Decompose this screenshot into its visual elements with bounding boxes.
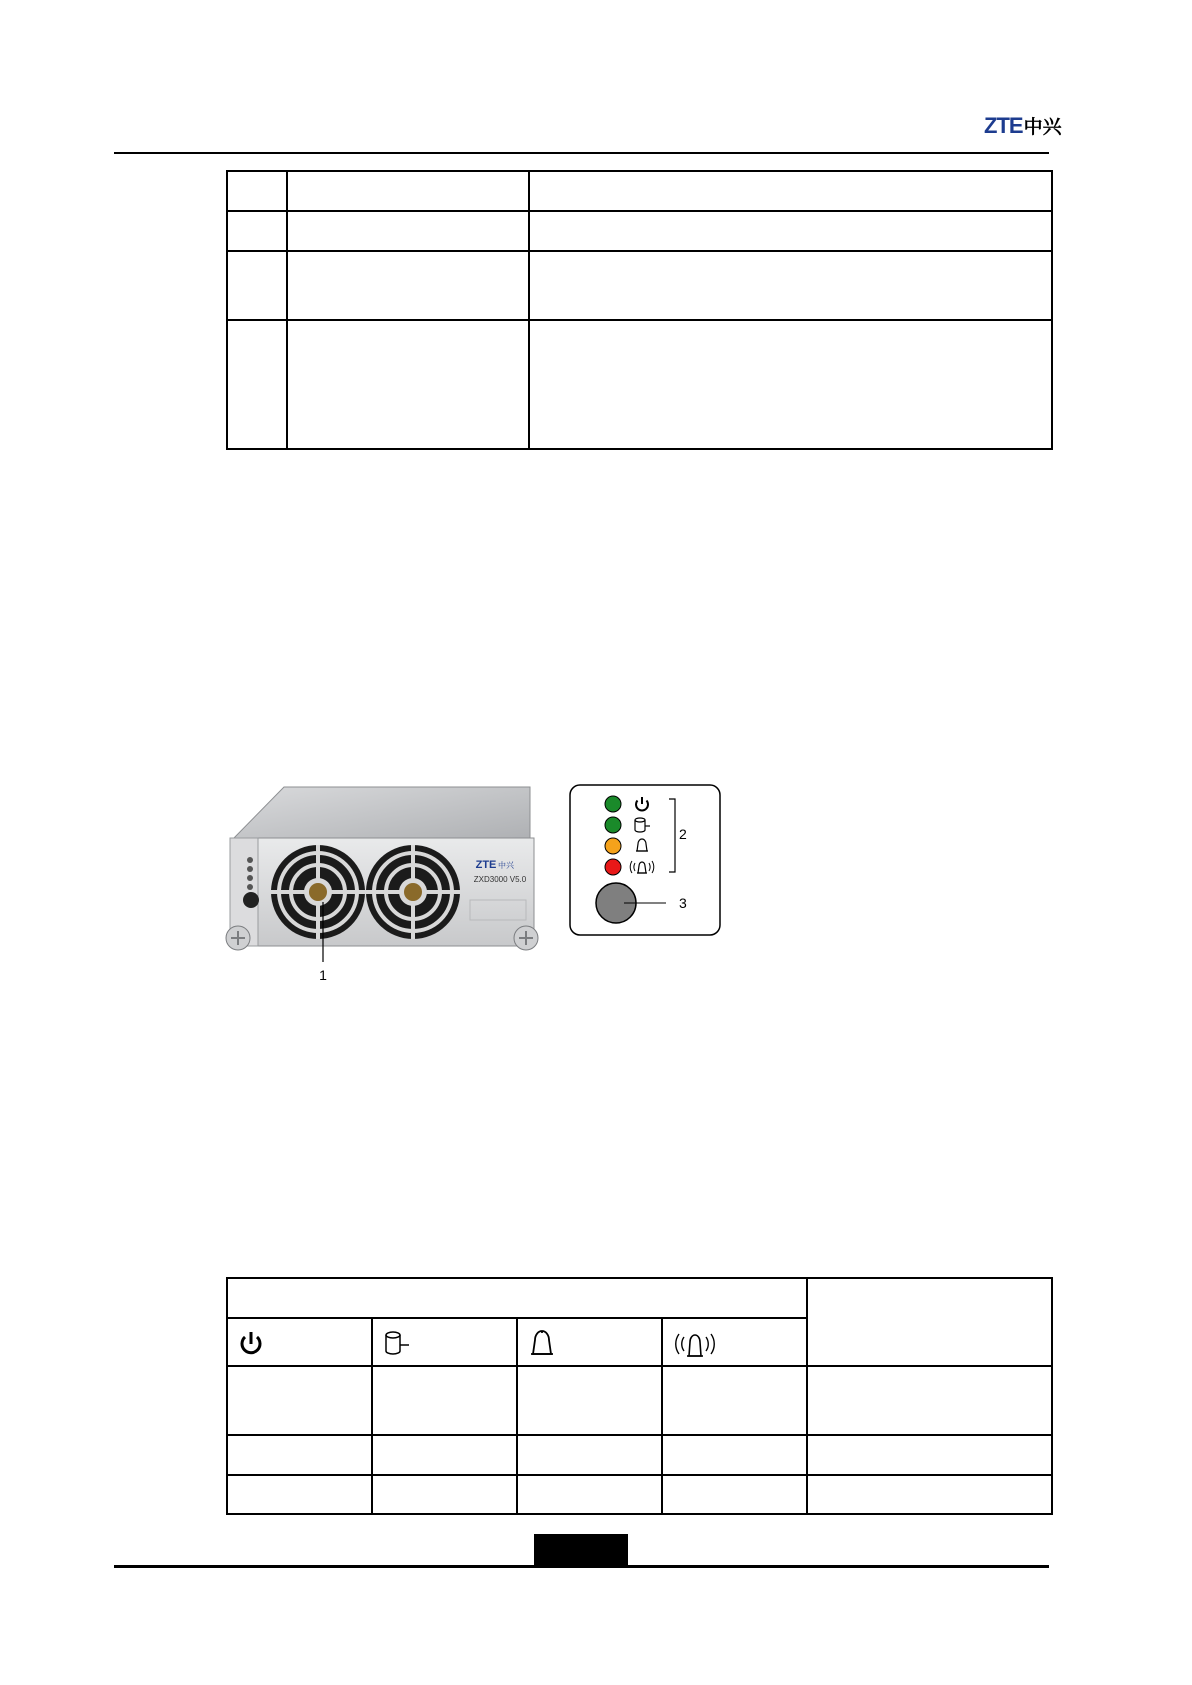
table-row: [227, 1278, 1052, 1318]
run-led: [605, 817, 621, 833]
callout-2: 2: [679, 826, 687, 842]
power-led: [605, 796, 621, 812]
column-alarm: [517, 1318, 662, 1366]
column-fault: [662, 1318, 807, 1366]
indicator-table: [226, 1277, 1053, 1515]
callout-1: 1: [319, 967, 327, 983]
logo-latin: ZTE: [984, 113, 1023, 138]
logo-chinese: 中兴: [1023, 117, 1062, 138]
run-icon: [383, 1329, 415, 1357]
column-run: [372, 1318, 517, 1366]
right-screw-icon: [514, 926, 538, 950]
fan-right-icon: [366, 845, 460, 939]
footer-rule: [114, 1565, 1049, 1568]
table-row: [227, 251, 1052, 320]
fan-left-icon: [271, 845, 365, 939]
table-row: [227, 320, 1052, 449]
table-row: [227, 1475, 1052, 1514]
zte-logo: [984, 112, 1062, 139]
alarm-led: [605, 838, 621, 854]
table-row: [227, 1366, 1052, 1435]
header-rule: [114, 152, 1049, 154]
indicator-panel-detail: [568, 783, 728, 937]
callout-3: 3: [679, 895, 687, 911]
page-number-box: [534, 1534, 628, 1568]
module-brand-cn: 中兴: [498, 861, 514, 870]
power-icon: [238, 1329, 264, 1357]
table-row: [227, 171, 1052, 211]
top-table: [226, 170, 1053, 450]
module-model: ZXD3000 V5.0: [473, 875, 527, 884]
column-power: [227, 1318, 372, 1366]
fault-led: [605, 859, 621, 875]
rectifier-module-photo: [224, 782, 554, 992]
table-row: [227, 211, 1052, 251]
fault-alarm-icon: [673, 1329, 717, 1361]
alarm-bell-icon: [528, 1329, 556, 1359]
left-screw-icon: [226, 926, 250, 950]
table-row: [227, 1435, 1052, 1475]
module-brand-latin: ZTE: [475, 859, 497, 871]
